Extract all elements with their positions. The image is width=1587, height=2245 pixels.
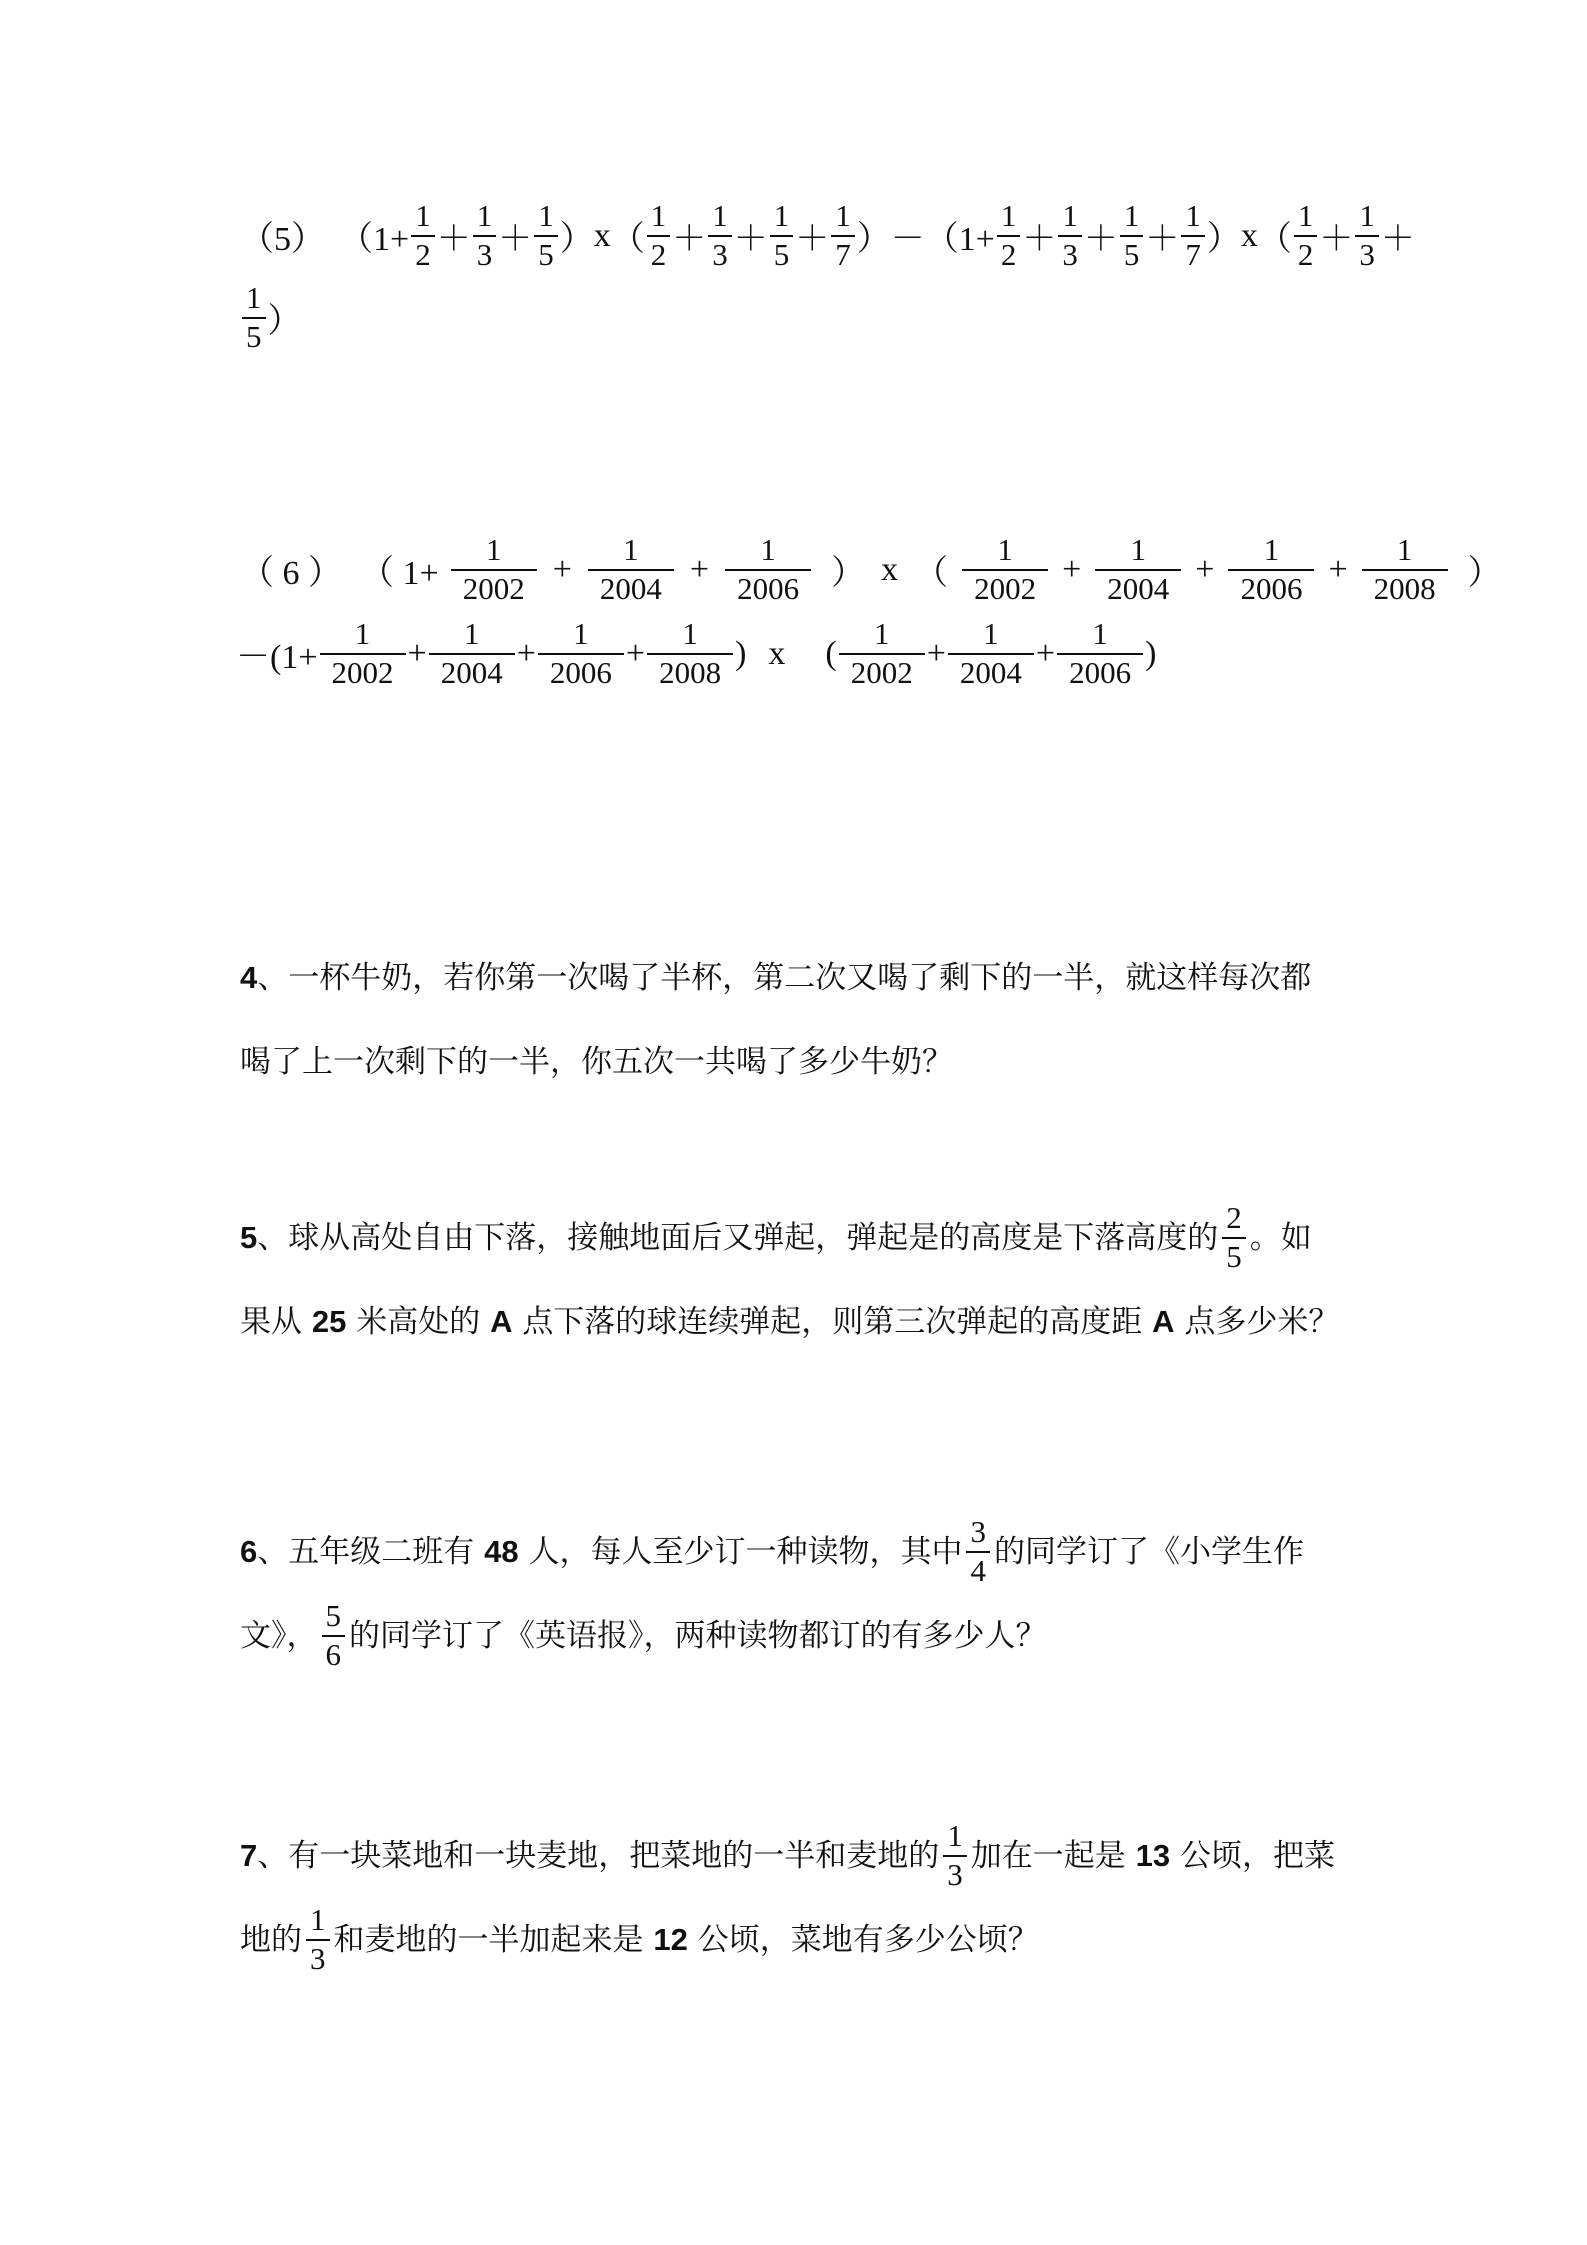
multiply-sign: x — [1240, 216, 1258, 254]
problem-5-expression-line-2 — [240, 282, 302, 353]
plus-sign: + — [1035, 634, 1056, 672]
close-paren: ） — [856, 221, 891, 259]
question-4-line-2 — [240, 1020, 1360, 1104]
question-4-line-1 — [240, 936, 1360, 1020]
question-6 — [240, 1510, 1360, 1678]
problem-6-expression-line-2 — [236, 618, 1156, 689]
question-5-text-4: 米高处的 — [356, 1304, 481, 1340]
question-number: 6 — [240, 1534, 258, 1569]
fraction-1-5: $\frac{1}{5}$ — [1120, 200, 1144, 271]
plus-sign: + — [1195, 550, 1215, 588]
fraction-2-5: $\frac{2}{5}$ — [1222, 1202, 1246, 1273]
fraction-1-2006: $\frac{1}{2006}$ — [1228, 534, 1314, 605]
problem-6-label: （ 6 ） — [240, 555, 342, 593]
plus-sign: ＋ — [498, 221, 533, 259]
fraction-1-2: $\frac{1}{2}$ — [997, 200, 1021, 271]
plus-sign: + — [1062, 550, 1082, 588]
plus-sign: ＋ — [795, 221, 830, 259]
question-7-text-6: 公顷，菜地有多少公顷？ — [697, 1922, 1039, 1958]
question-5-text-6: 点多少米？ — [1184, 1304, 1340, 1340]
plus-sign: ＋ — [733, 221, 768, 259]
question-7-text-5: 和麦地的一半加起来是 — [333, 1922, 644, 1958]
fraction-1-2004: $\frac{1}{2004}$ — [588, 534, 674, 605]
fraction-1-2006: $\frac{1}{2006}$ — [538, 618, 624, 689]
question-6-text-4: 文》， — [240, 1618, 318, 1654]
question-number: 4 — [240, 960, 258, 995]
close-paren: ) — [735, 634, 747, 672]
open-paren-one-plus: （1+ — [924, 221, 995, 259]
fraction-1-3: $\frac{1}{3}$ — [1355, 200, 1379, 271]
fraction-1-2: $\frac{1}{2}$ — [411, 200, 435, 271]
multiply-sign: x — [881, 550, 899, 588]
open-paren: （ — [914, 555, 949, 593]
point-label: A — [490, 1304, 513, 1339]
point-label: A — [1152, 1304, 1175, 1339]
fraction-1-2006: $\frac{1}{2006}$ — [725, 534, 811, 605]
open-paren: （ — [610, 221, 645, 259]
question-7-line-2 — [240, 1898, 1360, 1982]
question-7-text-4: 地的 — [240, 1922, 302, 1958]
fraction-1-2006: $\frac{1}{2006}$ — [1057, 618, 1143, 689]
plus-sign: ＋ — [1319, 221, 1354, 259]
question-7-line-1 — [240, 1814, 1360, 1898]
fraction-1-2: $\frac{1}{2}$ — [1294, 200, 1318, 271]
plus-sign: + — [625, 634, 646, 672]
plus-sign: + — [926, 634, 946, 672]
close-paren: ) — [1145, 634, 1157, 672]
problem-5-label: （5） — [240, 221, 325, 259]
question-5 — [240, 1196, 1360, 1364]
question-5-text-1: 、球从高处自由下落，接触地面后又弹起，弹起是的高度是下落高度的 — [257, 1220, 1219, 1256]
open-paren-one-plus: （1+ — [339, 221, 410, 259]
fraction-1-2004: $\frac{1}{2004}$ — [1095, 534, 1181, 605]
area-value: 12 — [653, 1922, 688, 1957]
close-paren: ） — [1206, 221, 1241, 259]
multiply-sign: x — [593, 216, 611, 254]
fraction-1-3: $\frac{1}{3}$ — [306, 1904, 330, 1975]
question-7-text-1: 、有一块菜地和一块麦地，把菜地的一半和麦地的 — [257, 1838, 940, 1874]
fraction-1-3: $\frac{1}{3}$ — [1058, 200, 1082, 271]
question-6-line-1 — [240, 1510, 1360, 1594]
fraction-1-2004: $\frac{1}{2004}$ — [429, 618, 515, 689]
fraction-1-3: $\frac{1}{3}$ — [708, 200, 732, 271]
plus-sign: + — [516, 634, 536, 672]
plus-sign: + — [552, 550, 572, 588]
close-paren: ） — [267, 303, 302, 341]
fraction-1-3: $\frac{1}{3}$ — [473, 200, 497, 271]
fraction-1-2008: $\frac{1}{2008}$ — [647, 618, 733, 689]
fraction-1-2002: $\frac{1}{2002}$ — [451, 534, 537, 605]
question-4-text-2: 喝了上一次剩下的一半，你五次一共喝了多少牛奶？ — [240, 1044, 953, 1080]
problem-6-expression-line-1 — [240, 534, 1502, 605]
area-value: 13 — [1135, 1838, 1171, 1873]
question-5-text-3: 果从 — [240, 1304, 302, 1340]
question-7-text-3: 公顷，把菜 — [1179, 1838, 1335, 1874]
fraction-1-2004: $\frac{1}{2004}$ — [948, 618, 1034, 689]
fraction-1-5: $\frac{1}{5}$ — [242, 282, 266, 353]
fraction-5-6: $\frac{5}{6}$ — [322, 1600, 346, 1671]
close-paren: ） — [1467, 555, 1502, 593]
question-number: 7 — [240, 1838, 258, 1873]
question-6-text-3: 的同学订了《小学生作 — [993, 1534, 1304, 1570]
plus-sign: ＋ — [436, 221, 471, 259]
plus-sign: + — [689, 550, 710, 588]
fraction-1-2: $\frac{1}{2}$ — [647, 200, 671, 271]
plus-sign: ＋ — [1145, 221, 1180, 259]
question-number: 5 — [240, 1220, 258, 1255]
minus-sign: － — [890, 221, 925, 259]
fraction-1-7: $\frac{1}{7}$ — [1181, 200, 1205, 271]
open-paren: （ — [1257, 221, 1292, 259]
plus-sign: + — [407, 634, 427, 672]
question-5-line-1 — [240, 1196, 1360, 1280]
question-6-text-1: 、五年级二班有 — [257, 1534, 475, 1570]
open-paren: ( — [825, 634, 837, 672]
fraction-1-7: $\frac{1}{7}$ — [831, 200, 855, 271]
fraction-1-2008: $\frac{1}{2008}$ — [1362, 534, 1448, 605]
multiply-sign: x — [768, 634, 786, 672]
question-6-line-2 — [240, 1594, 1360, 1678]
question-5-line-2 — [240, 1280, 1360, 1364]
fraction-1-2002: $\frac{1}{2002}$ — [962, 534, 1048, 605]
height-value: 25 — [311, 1304, 347, 1339]
open-paren-one-plus: （ 1+ — [360, 555, 439, 593]
close-paren: ） — [559, 221, 594, 259]
plus-sign: ＋ — [1083, 221, 1118, 259]
student-count: 48 — [484, 1534, 519, 1569]
question-5-text-2: 。如 — [1249, 1220, 1312, 1256]
problem-5-expression-line-1 — [240, 200, 1415, 271]
question-4 — [240, 936, 1360, 1104]
fraction-1-5: $\frac{1}{5}$ — [534, 200, 558, 271]
close-paren: ） — [831, 555, 866, 593]
question-7-text-2: 加在一起是 — [970, 1838, 1126, 1874]
question-6-text-5: 的同学订了《英语报》，两种读物都订的有多少人？ — [349, 1618, 1047, 1654]
plus-sign: ＋ — [1380, 221, 1415, 259]
minus-open-paren-one-plus: －(1+ — [236, 639, 318, 677]
fraction-1-2002: $\frac{1}{2002}$ — [320, 618, 406, 689]
question-7 — [240, 1814, 1360, 1982]
question-4-text-1: 、一杯牛奶，若你第一次喝了半杯，第二次又喝了剩下的一半，就这样每次都 — [257, 960, 1312, 996]
plus-sign: ＋ — [672, 221, 707, 259]
plus-sign: + — [1328, 550, 1348, 588]
fraction-1-3: $\frac{1}{3}$ — [943, 1820, 967, 1891]
fraction-1-2002: $\frac{1}{2002}$ — [839, 618, 925, 689]
plus-sign: ＋ — [1022, 221, 1057, 259]
fraction-3-4: $\frac{3}{4}$ — [966, 1516, 990, 1587]
question-5-text-5: 点下落的球连续弹起，则第三次弹起的高度距 — [522, 1304, 1143, 1340]
question-6-text-2: 人，每人至少订一种读物，其中 — [528, 1534, 963, 1570]
fraction-1-5: $\frac{1}{5}$ — [770, 200, 794, 271]
